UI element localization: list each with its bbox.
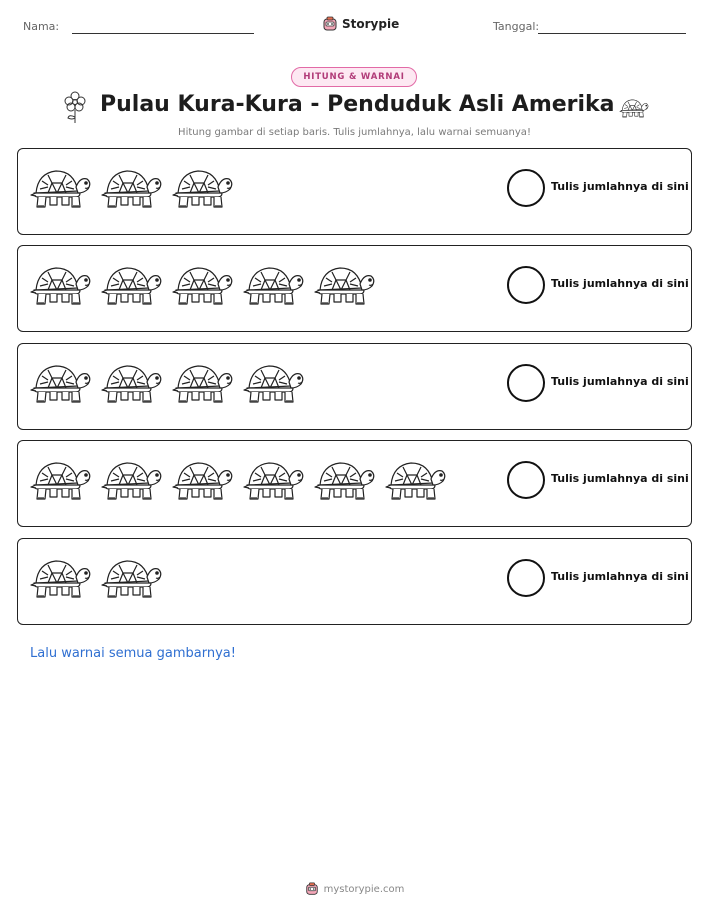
turtle-icon	[30, 163, 91, 213]
turtle-icon	[314, 455, 375, 505]
answer-label: Tulis jumlahnya di sini	[551, 375, 689, 388]
answer-circle[interactable]	[507, 559, 545, 597]
answer-label: Tulis jumlahnya di sini	[551, 570, 689, 583]
turtle-icon	[101, 260, 162, 310]
answer-circle[interactable]	[507, 169, 545, 207]
turtle-group	[30, 163, 233, 213]
turtle-icon	[243, 358, 304, 408]
counting-row	[17, 440, 692, 527]
answer-label: Tulis jumlahnya di sini	[551, 277, 689, 290]
turtle-icon	[617, 96, 651, 120]
turtle-icon	[172, 163, 233, 213]
turtle-icon	[243, 455, 304, 505]
date-label: Tanggal:	[493, 20, 540, 33]
page-title: Pulau Kura-Kura - Penduduk Asli Amerika	[100, 92, 615, 117]
turtle-icon	[30, 455, 91, 505]
turtle-group	[30, 455, 446, 505]
turtle-icon	[172, 455, 233, 505]
counting-row	[17, 538, 692, 625]
turtle-icon	[101, 163, 162, 213]
storypie-mascot-icon	[305, 882, 319, 896]
turtle-icon	[243, 260, 304, 310]
turtle-group	[30, 358, 304, 408]
counting-row	[17, 148, 692, 235]
turtle-icon	[101, 358, 162, 408]
activity-badge: HITUNG & WARNAI	[291, 67, 417, 87]
turtle-icon	[30, 553, 91, 603]
turtle-icon	[101, 553, 162, 603]
date-line	[538, 33, 686, 34]
turtle-icon	[385, 455, 446, 505]
name-line	[72, 33, 254, 34]
page-footer	[0, 880, 709, 898]
answer-circle[interactable]	[507, 461, 545, 499]
counting-row	[17, 343, 692, 430]
turtle-icon	[314, 260, 375, 310]
turtle-group	[30, 260, 375, 310]
answer-circle[interactable]	[507, 364, 545, 402]
turtle-group	[30, 553, 162, 603]
title-row	[0, 90, 709, 126]
brand-logo	[322, 14, 399, 34]
color-instruction: Lalu warnai semua gambarnya!	[30, 646, 236, 661]
flower-icon	[62, 90, 88, 124]
counting-row	[17, 245, 692, 332]
storypie-mascot-icon	[322, 16, 338, 32]
answer-label: Tulis jumlahnya di sini	[551, 180, 689, 193]
turtle-icon	[172, 358, 233, 408]
name-label: Nama:	[23, 20, 60, 33]
answer-circle[interactable]	[507, 266, 545, 304]
turtle-icon	[172, 260, 233, 310]
instructions: Hitung gambar di setiap baris. Tulis jumlahnya, lalu warnai semuanya!	[178, 127, 531, 138]
answer-label: Tulis jumlahnya di sini	[551, 472, 689, 485]
worksheet-header	[0, 14, 709, 44]
brand-name: Storypie	[342, 17, 400, 31]
turtle-icon	[30, 358, 91, 408]
turtle-icon	[30, 260, 91, 310]
footer-site: mystorypie.com	[323, 883, 405, 895]
turtle-icon	[101, 455, 162, 505]
